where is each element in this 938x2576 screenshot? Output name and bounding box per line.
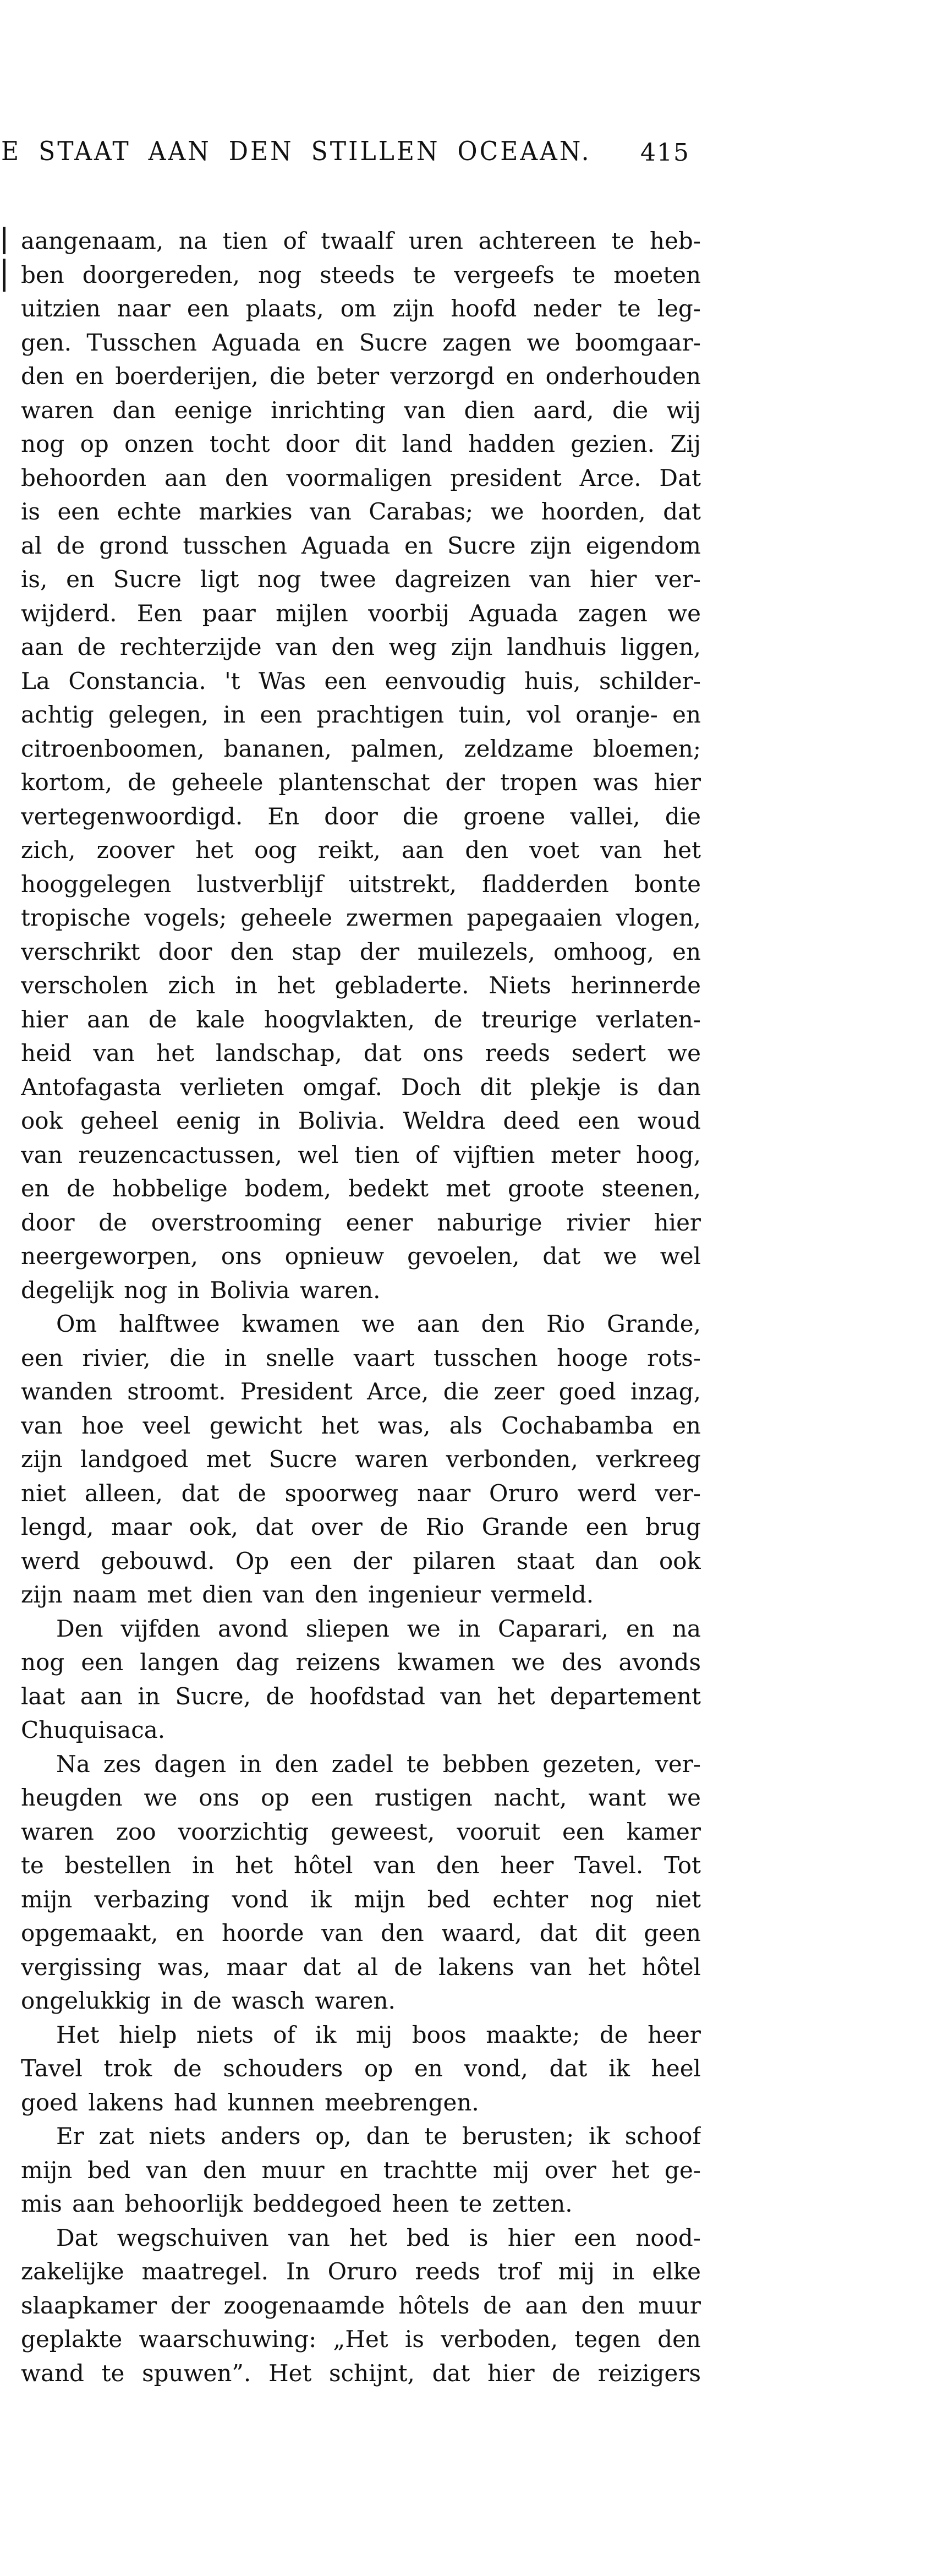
text-line: wand te spuwen”. Het schijnt, dat hier de reizigers — [21, 2359, 701, 2387]
text-line: ook geheel eenig in Bolivia. Weldra deed een woud — [21, 1107, 701, 1134]
text-line: nog op onzen tocht door dit land hadden gezien. Zij — [21, 430, 701, 457]
text-line: Er zat niets anders op, dan te berusten; ik schoof — [56, 2123, 701, 2150]
text-line: laat aan in Sucre, de hoofdstad van het departement — [21, 1682, 701, 1710]
running-header-title: E STAAT AAN DEN STILLEN OCEAAN. — [1, 136, 591, 167]
text-line: heid van het landschap, dat ons reeds sedert we — [21, 1040, 701, 1067]
text-line: Chuquisaca. — [21, 1716, 166, 1743]
text-line: mis aan behoorlijk beddegoed heen te zetten. — [21, 2190, 573, 2217]
text-line: nog een langen dag reizens kwamen we des avonds — [21, 1649, 701, 1676]
text-line: Om halftwee kwamen we aan den Rio Grande, — [56, 1310, 701, 1337]
text-line: Dat wegschuiven van het bed is hier een nood- — [56, 2224, 701, 2251]
margin-scan-mark — [3, 259, 6, 292]
text-line: te bestellen in het hôtel van den heer Tavel. Tot — [21, 1852, 701, 1879]
text-line: slaapkamer der zoogenaamde hôtels de aan den muur — [21, 2291, 701, 2319]
text-line: neergeworpen, ons opnieuw gevoelen, dat we wel — [21, 1243, 701, 1270]
text-line: ongelukkig in de wasch waren. — [21, 1987, 396, 2014]
text-line: en de hobbelige bodem, bedekt met groote steenen, — [21, 1175, 701, 1202]
page-number: 415 — [640, 139, 690, 167]
text-line: aangenaam, na tien of twaalf uren achtereen te heb- — [21, 227, 701, 254]
text-line: van hoe veel gewicht het was, als Cochabamba en — [21, 1412, 701, 1439]
text-line: werd gebouwd. Op een der pilaren staat dan ook — [21, 1547, 701, 1574]
text-line: wijderd. Een paar mijlen voorbij Aguada zagen we — [21, 599, 701, 627]
text-line: zijn landgoed met Sucre waren verbonden, verkreeg — [21, 1446, 701, 1473]
text-line: heugden we ons op een rustigen nacht, want we — [21, 1784, 701, 1811]
text-line: door de overstrooming eener naburige rivier hier — [21, 1208, 701, 1236]
text-line: achtig gelegen, in een prachtigen tuin, vol oranje- en — [21, 701, 701, 728]
text-line: wanden stroomt. President Arce, die zeer goed inzag, — [21, 1378, 701, 1405]
text-line: is, en Sucre ligt nog twee dagreizen van hier ver- — [21, 566, 701, 593]
text-line: Na zes dagen in den zadel te bebben gezeten, ver- — [56, 1750, 701, 1778]
text-line: behoorden aan den voormaligen president Arce. Dat — [21, 464, 701, 491]
text-line: mijn bed van den muur en trachtte mij over het ge- — [21, 2156, 701, 2184]
text-line: gen. Tusschen Aguada en Sucre zagen we boomgaar- — [21, 329, 701, 356]
text-line: hooggelegen lustverblijf uitstrekt, fladderden bonte — [21, 870, 701, 898]
text-line: aan de rechterzijde van den weg zijn landhuis liggen, — [21, 633, 701, 660]
text-line: vertegenwoordigd. En door die groene vallei, die — [21, 802, 701, 830]
text-line: kortom, de geheele plantenschat der tropen was hier — [21, 769, 701, 796]
text-line: vergissing was, maar dat al de lakens van het hôtel — [21, 1953, 701, 1981]
text-line: goed lakens had kunnen meebrengen. — [21, 2088, 479, 2116]
text-line: degelijk nog in Bolivia waren. — [21, 1276, 381, 1304]
text-line: den en boerderijen, die beter verzorgd en onderhouden — [21, 363, 701, 390]
text-line: mijn verbazing vond ik mijn bed echter nog niet — [21, 1885, 701, 1913]
text-line: tropische vogels; geheele zwermen papegaaien vlogen, — [21, 904, 701, 931]
text-line: zijn naam met dien van den ingenieur vermeld. — [21, 1581, 594, 1608]
text-line: zich, zoover het oog reikt, aan den voet van het — [21, 836, 701, 863]
text-line: Antofagasta verlieten omgaf. Doch dit plekje is dan — [21, 1073, 701, 1101]
text-line: niet alleen, dat de spoorweg naar Oruro werd ver- — [21, 1479, 701, 1507]
text-line: geplakte waarschuwing: „Het is verboden, tegen den — [21, 2326, 701, 2353]
running-header — [1, 136, 690, 167]
text-line: Het hielp niets of ik mij boos maakte; de heer — [56, 2021, 701, 2048]
text-line: zakelijke maatregel. In Oruro reeds trof mij in elke — [21, 2258, 701, 2285]
text-line: verscholen zich in het gebladerte. Niets herinnerde — [21, 972, 701, 999]
text-line: lengd, maar ook, dat over de Rio Grande een brug — [21, 1513, 701, 1540]
text-line: Tavel trok de schouders op en vond, dat ik heel — [21, 2055, 701, 2082]
text-line: hier aan de kale hoogvlakten, de treurige verlaten- — [21, 1005, 701, 1033]
text-line: verschrikt door den stap der muilezels, omhoog, en — [21, 938, 701, 965]
text-line: citroenboomen, bananen, palmen, zeldzame bloemen; — [21, 735, 701, 762]
text-line: is een echte markies van Carabas; we hoorden, dat — [21, 498, 701, 525]
text-line: een rivier, die in snelle vaart tusschen hooge rots- — [21, 1344, 701, 1371]
text-line: La Constancia. 't Was een eenvoudig huis, schilder- — [21, 667, 701, 694]
text-line: ben doorgereden, nog steeds te vergeefs te moeten — [21, 261, 701, 288]
text-line: waren dan eenige inrichting van dien aard, die wij — [21, 396, 701, 424]
text-column — [21, 224, 701, 2390]
text-line: opgemaakt, en hoorde van den waard, dat dit geen — [21, 1919, 701, 1946]
text-line: waren zoo voorzichtig geweest, vooruit een kamer — [21, 1818, 701, 1845]
text-line: al de grond tusschen Aguada en Sucre zijn eigendom — [21, 532, 701, 559]
margin-scan-mark — [3, 227, 6, 254]
text-line: Den vijfden avond sliepen we in Caparari, en na — [56, 1615, 701, 1642]
text-line: van reuzencactussen, wel tien of vijftien meter hoog, — [21, 1141, 701, 1168]
text-line: uitzien naar een plaats, om zijn hoofd neder te leg- — [21, 295, 701, 322]
